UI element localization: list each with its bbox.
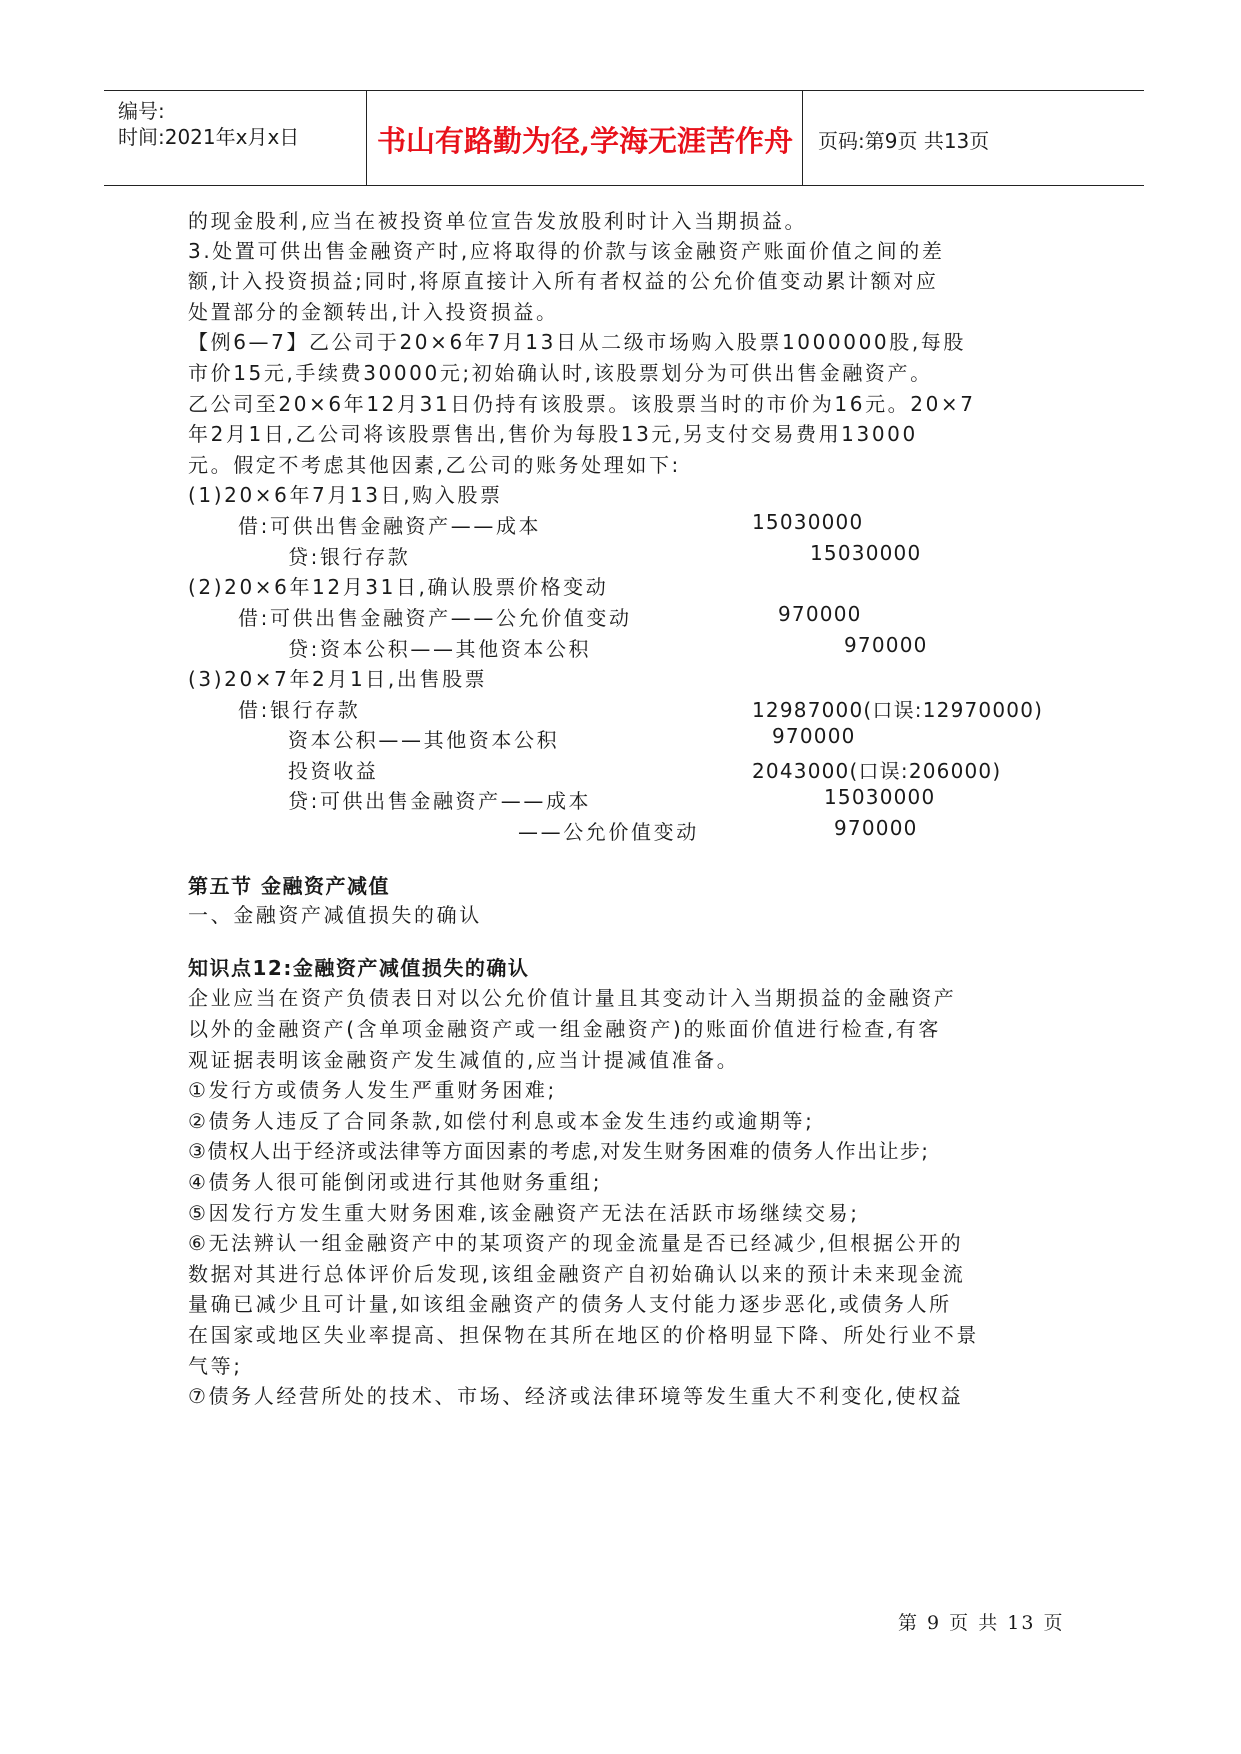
header-left-cell — [104, 91, 367, 185]
paragraph-line: 企业应当在资产负债表日对以公允价值计量且其变动计入当期损益的金融资产 — [188, 986, 957, 1010]
header-motto: 书山有路勤为径,学海无涯苦作舟 — [376, 124, 794, 158]
journal-debit: 投资收益 — [288, 759, 379, 783]
paragraph-line: 3.处置可供出售金融资产时,应将取得的价款与该金融资产账面价值之间的差 — [188, 239, 945, 263]
journal-amount: 15030000 — [824, 785, 936, 809]
journal-credit: ——公允价值变动 — [518, 820, 699, 844]
journal-debit: 借:可供出售金融资产——成本 — [238, 514, 542, 538]
page-footer: 第 9 页 共 13 页 — [898, 1612, 1065, 1634]
example-line: 【例6—7】乙公司于20×6年7月13日从二级市场购入股票1000000股,每股 — [188, 330, 966, 354]
header-right-cell — [804, 91, 1144, 185]
list-item: ⑥无法辨认一组金融资产中的某项资产的现金流量是否已经减少,但根据公开的 — [188, 1231, 964, 1255]
section-subtitle: 一、金融资产减值损失的确认 — [188, 903, 482, 927]
list-item: 数据对其进行总体评价后发现,该组金融资产自初始确认以来的预计未来现金流 — [188, 1262, 966, 1286]
journal-debit: 借:可供出售金融资产——公允价值变动 — [238, 606, 632, 630]
journal-credit: 贷:银行存款 — [288, 545, 411, 569]
paragraph-line: 额,计入投资损益;同时,将原直接计入所有者权益的公允价值变动累计额对应 — [188, 269, 939, 293]
list-item: ③债权人出于经济或法律等方面因素的考虑,对发生财务困难的债务人作出让步; — [188, 1139, 930, 1163]
section-title: 第五节 金融资产减值 — [188, 874, 390, 898]
document-header — [104, 90, 1144, 186]
paragraph-line: 观证据表明该金融资产发生减值的,应当计提减值准备。 — [188, 1048, 740, 1072]
journal-amount: 15030000 — [810, 541, 922, 565]
journal-credit: 贷:资本公积——其他资本公积 — [288, 637, 592, 661]
journal-amount: 15030000 — [752, 510, 864, 534]
paragraph-line: 处置部分的金额转出,计入投资损益。 — [188, 300, 559, 324]
journal-amount: 970000 — [778, 602, 862, 626]
journal-amount: 970000 — [772, 724, 856, 748]
example-line: 乙公司至20×6年12月31日仍持有该股票。该股票当时的市价为16元。20×7 — [188, 392, 976, 416]
knowledge-point-title: 知识点12:金融资产减值损失的确认 — [188, 956, 530, 980]
header-middle-cell — [368, 91, 803, 185]
list-item: ④债务人很可能倒闭或进行其他财务重组; — [188, 1170, 603, 1194]
time-label: 时间:2021年x月x日 — [118, 125, 300, 149]
paragraph-line: 的现金股利,应当在被投资单位宣告发放股利时计入当期损益。 — [188, 209, 808, 233]
list-item: ⑤因发行方发生重大财务困难,该金融资产无法在活跃市场继续交易; — [188, 1201, 860, 1225]
journal-debit: 资本公积——其他资本公积 — [288, 728, 560, 752]
serial-label: 编号: — [118, 99, 165, 123]
journal-credit: 贷:可供出售金融资产——成本 — [288, 789, 592, 813]
journal-debit: 借:银行存款 — [238, 698, 361, 722]
step-title: (1)20×6年7月13日,购入股票 — [188, 483, 503, 507]
list-item: ①发行方或债务人发生严重财务困难; — [188, 1078, 557, 1102]
step-title: (3)20×7年2月1日,出售股票 — [188, 667, 488, 691]
example-line: 元。假定不考虑其他因素,乙公司的账务处理如下: — [188, 453, 681, 477]
header-page-number: 页码:第9页 共13页 — [818, 129, 990, 153]
paragraph-line: 以外的金融资产(含单项金融资产或一组金融资产)的账面价值进行检查,有客 — [188, 1017, 941, 1041]
journal-amount: 2043000(口误:206000) — [752, 759, 1002, 783]
list-item: 在国家或地区失业率提高、担保物在其所在地区的价格明显下降、所处行业不景 — [188, 1323, 979, 1347]
list-item: 量确已减少且可计量,如该组金融资产的债务人支付能力逐步恶化,或债务人所 — [188, 1292, 952, 1316]
journal-amount: 970000 — [834, 816, 918, 840]
example-line: 市价15元,手续费30000元;初始确认时,该股票划分为可供出售金融资产。 — [188, 361, 933, 385]
list-item: ⑦债务人经营所处的技术、市场、经济或法律环境等发生重大不利变化,使权益 — [188, 1384, 964, 1408]
list-item: 气等; — [188, 1354, 243, 1378]
step-title: (2)20×6年12月31日,确认股票价格变动 — [188, 575, 609, 599]
journal-amount: 970000 — [844, 633, 928, 657]
journal-amount: 12987000(口误:12970000) — [752, 698, 1044, 722]
list-item: ②债务人违反了合同条款,如偿付利息或本金发生违约或逾期等; — [188, 1109, 815, 1133]
example-line: 年2月1日,乙公司将该股票售出,售价为每股13元,另支付交易费用13000 — [188, 422, 918, 446]
